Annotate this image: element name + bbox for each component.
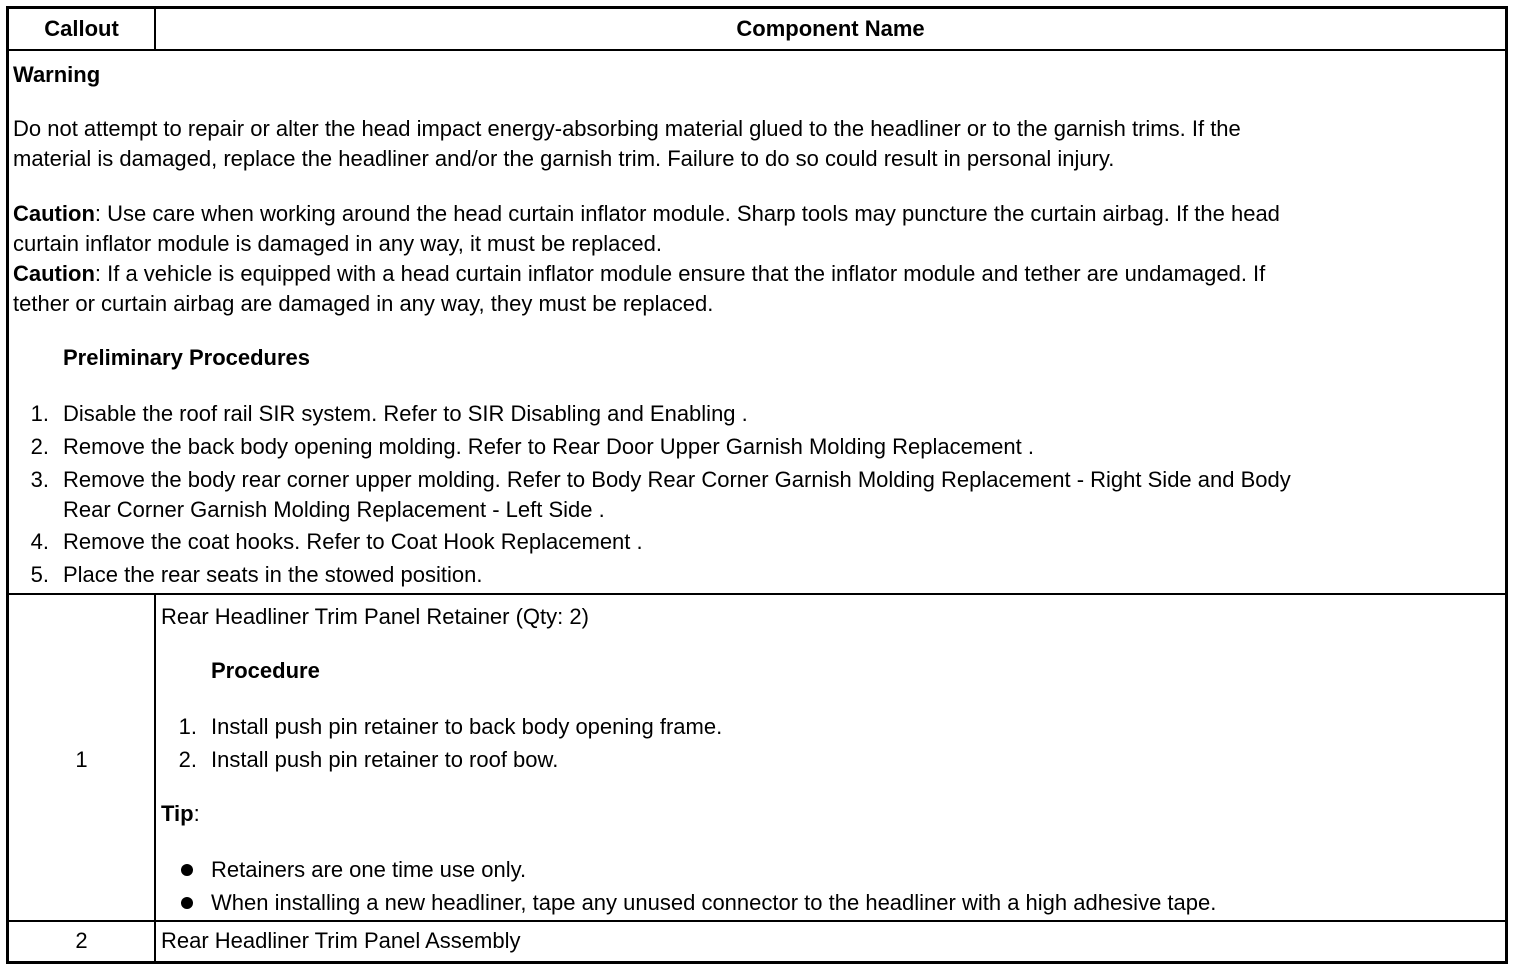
tip-text: When installing a new headliner, tape any unused connector to the headliner with a high adhesive tape. [211,890,1217,915]
note-row [9,51,1505,595]
caution-1-text: : Use care when working around the head curtain inflator module. Sharp tools may puncture the curtain airbag. If the head [94,201,1280,226]
table-row [9,922,1505,961]
header-callout: Callout [44,16,119,41]
prelim-step-text: Place the rear seats in the stowed position. [63,562,483,587]
prelim-step-text: Remove the back body opening molding. Refer to Rear Door Upper Garnish Molding Replacement . [63,434,1034,459]
step-number: 3. [30,467,49,492]
prelim-step-text: Rear Corner Garnish Molding Replacement - Left Side . [63,497,605,522]
component-table [6,6,1508,964]
column-divider [154,922,156,961]
header-component-name: Component Name [736,16,925,41]
prelim-step-text: Disable the roof rail SIR system. Refer to SIR Disabling and Enabling . [63,401,748,426]
step-number: 1. [178,714,197,739]
bullet-icon [181,864,193,876]
prelim-step-text: Remove the body rear corner upper molding. Refer to Body Rear Corner Garnish Molding Replacement - Right Side and Body [63,467,1291,492]
caution-2-text-line: tether or curtain airbag are damaged in any way, they must be replaced. [13,291,714,316]
step-number: 2. [178,747,197,772]
tip-label: Tip [161,801,194,826]
step-number: 5. [30,562,49,587]
warning-title: Warning [13,62,101,87]
procedure-step-text: Install push pin retainer to roof bow. [211,747,559,772]
table-row [9,595,1505,922]
tip-heading [161,799,200,829]
step-number: 4. [30,529,49,554]
warning-text-line: Do not attempt to repair or alter the head impact energy-absorbing material glued to the headliner or to the garnish trims. If the [13,116,1241,141]
caution-label: Caution [13,201,95,226]
caution-1-text-line: curtain inflator module is damaged in any way, it must be replaced. [13,231,662,256]
callout-number: 1 [75,747,88,772]
table-header-row [9,9,1505,51]
tip-colon: : [193,801,200,826]
caution-2-text: : If a vehicle is equipped with a head curtain inflator module ensure that the inflator module and tether are undamaged. If [94,261,1266,286]
column-divider [154,595,156,920]
caution-2 [13,259,1265,289]
step-number: 2. [30,434,49,459]
tip-text: Retainers are one time use only. [211,857,527,882]
procedure-step-text: Install push pin retainer to back body opening frame. [211,714,723,739]
prelim-step-text: Remove the coat hooks. Refer to Coat Hook Replacement . [63,529,643,554]
component-name: Rear Headliner Trim Panel Retainer (Qty: 2) [161,604,589,629]
caution-label: Caution [13,261,95,286]
component-name: Rear Headliner Trim Panel Assembly [161,928,521,953]
step-number: 1. [30,401,49,426]
procedure-title: Procedure [211,658,320,683]
callout-number: 2 [75,928,88,953]
bullet-icon [181,897,193,909]
warning-text-line: material is damaged, replace the headliner and/or the garnish trim. Failure to do so could result in personal injury. [13,146,1115,171]
caution-1 [13,199,1280,229]
preliminary-procedures-title: Preliminary Procedures [63,345,311,370]
